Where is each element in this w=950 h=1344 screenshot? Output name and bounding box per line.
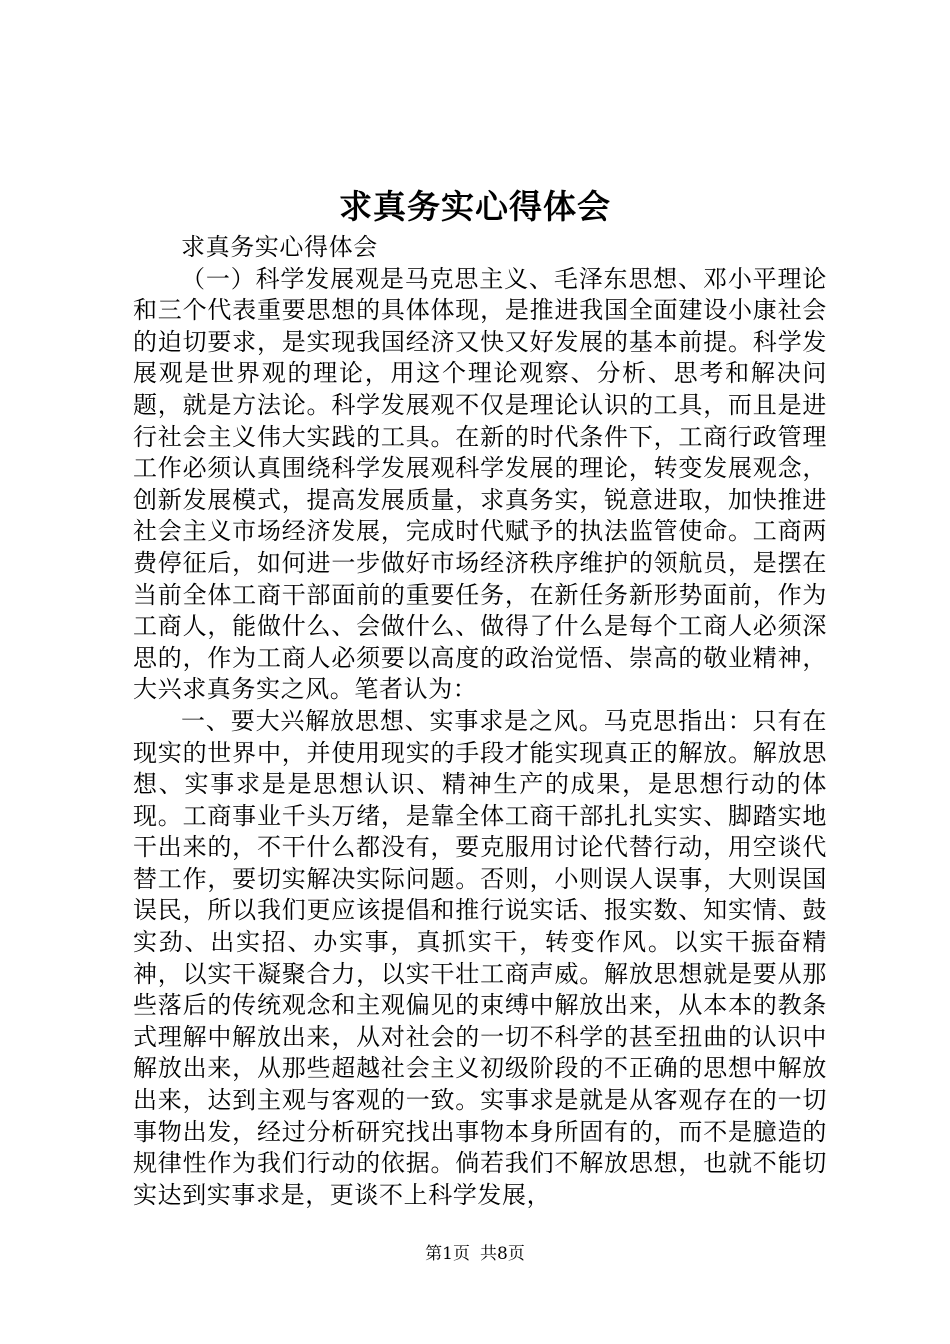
page-footer xyxy=(0,1242,950,1266)
document-subtitle: 求真务实心得体会 xyxy=(181,233,378,261)
document-title: 求真务实心得体会 xyxy=(339,187,611,226)
paragraph-intro: （一）科学发展观是马克思主义、毛泽东思想、邓小平理论和三个代表重要思想的具体体现，是推进我国全面建设小康社会的迫切要求，是实现我国经济又快又好发展的基本前提。科学发展观是世界观的理论，用这个理论观察、分析、思考和解决问题，就是方法论。科学发展观不仅是理论认识的工具，而且是进行社会主义伟大实践的工具。在新的时代条件下，工商行政管理工作必须认真围绕科学发展观科学发展的理论，转变发展观念，创新发展模式，提高发展质量，求真务实，锐意进取，加快推进社会主义市场经济发展，完成时代赋予的执法监管使命。工商两费停征后，如何进一步做好市场经济秩序维护的领航员，是摆在当前全体工商干部面前的重要任务，在新任务新形势面前，作为工商人，能做什么、会做什么、做得了什么是每个工商人必须深思的，作为工商人必须要以高度的政治觉悟、崇高的敬业精神，大兴求真务实之风。笔者认为： xyxy=(133,264,827,704)
document-body xyxy=(133,232,827,1211)
paragraph-section-one: 一、要大兴解放思想、实事求是之风。马克思指出：只有在现实的世界中，并使用现实的手段才能实现真正的解放。解放思想、实事求是是思想认识、精神生产的成果，是思想行动的体现。工商事业千头万绪，是靠全体工商干部扎扎实实、脚踏实地干出来的，不干什么都没有，要克服用讨论代替行动，用空谈代替工作，要切实解决实际问题。否则，小则误人误事，大则误国误民，所以我们更应该提倡和推行说实话、报实数、知实情、鼓实劲、出实招、办实事，真抓实干，转变作风。以实干振奋精神，以实干凝聚合力，以实干壮工商声威。解放思想就是要从那些落后的传统观念和主观偏见的束缚中解放出来，从本本的教条式理解中解放出来，从对社会的一切不科学的甚至扭曲的认识中解放出来，从那些超越社会主义初级阶段的不正确的思想中解放出来，达到主观与客观的一致。实事求是就是从客观存在的一切事物出发，经过分析研究找出事物本身所固有的，而不是臆造的规律性作为我们行动的依据。倘若我们不解放思想，也就不能切实达到实事求是，更谈不上科学发展， xyxy=(133,706,827,1209)
page-number: 第1页 xyxy=(425,1244,470,1264)
page-total: 共8页 xyxy=(480,1244,525,1264)
